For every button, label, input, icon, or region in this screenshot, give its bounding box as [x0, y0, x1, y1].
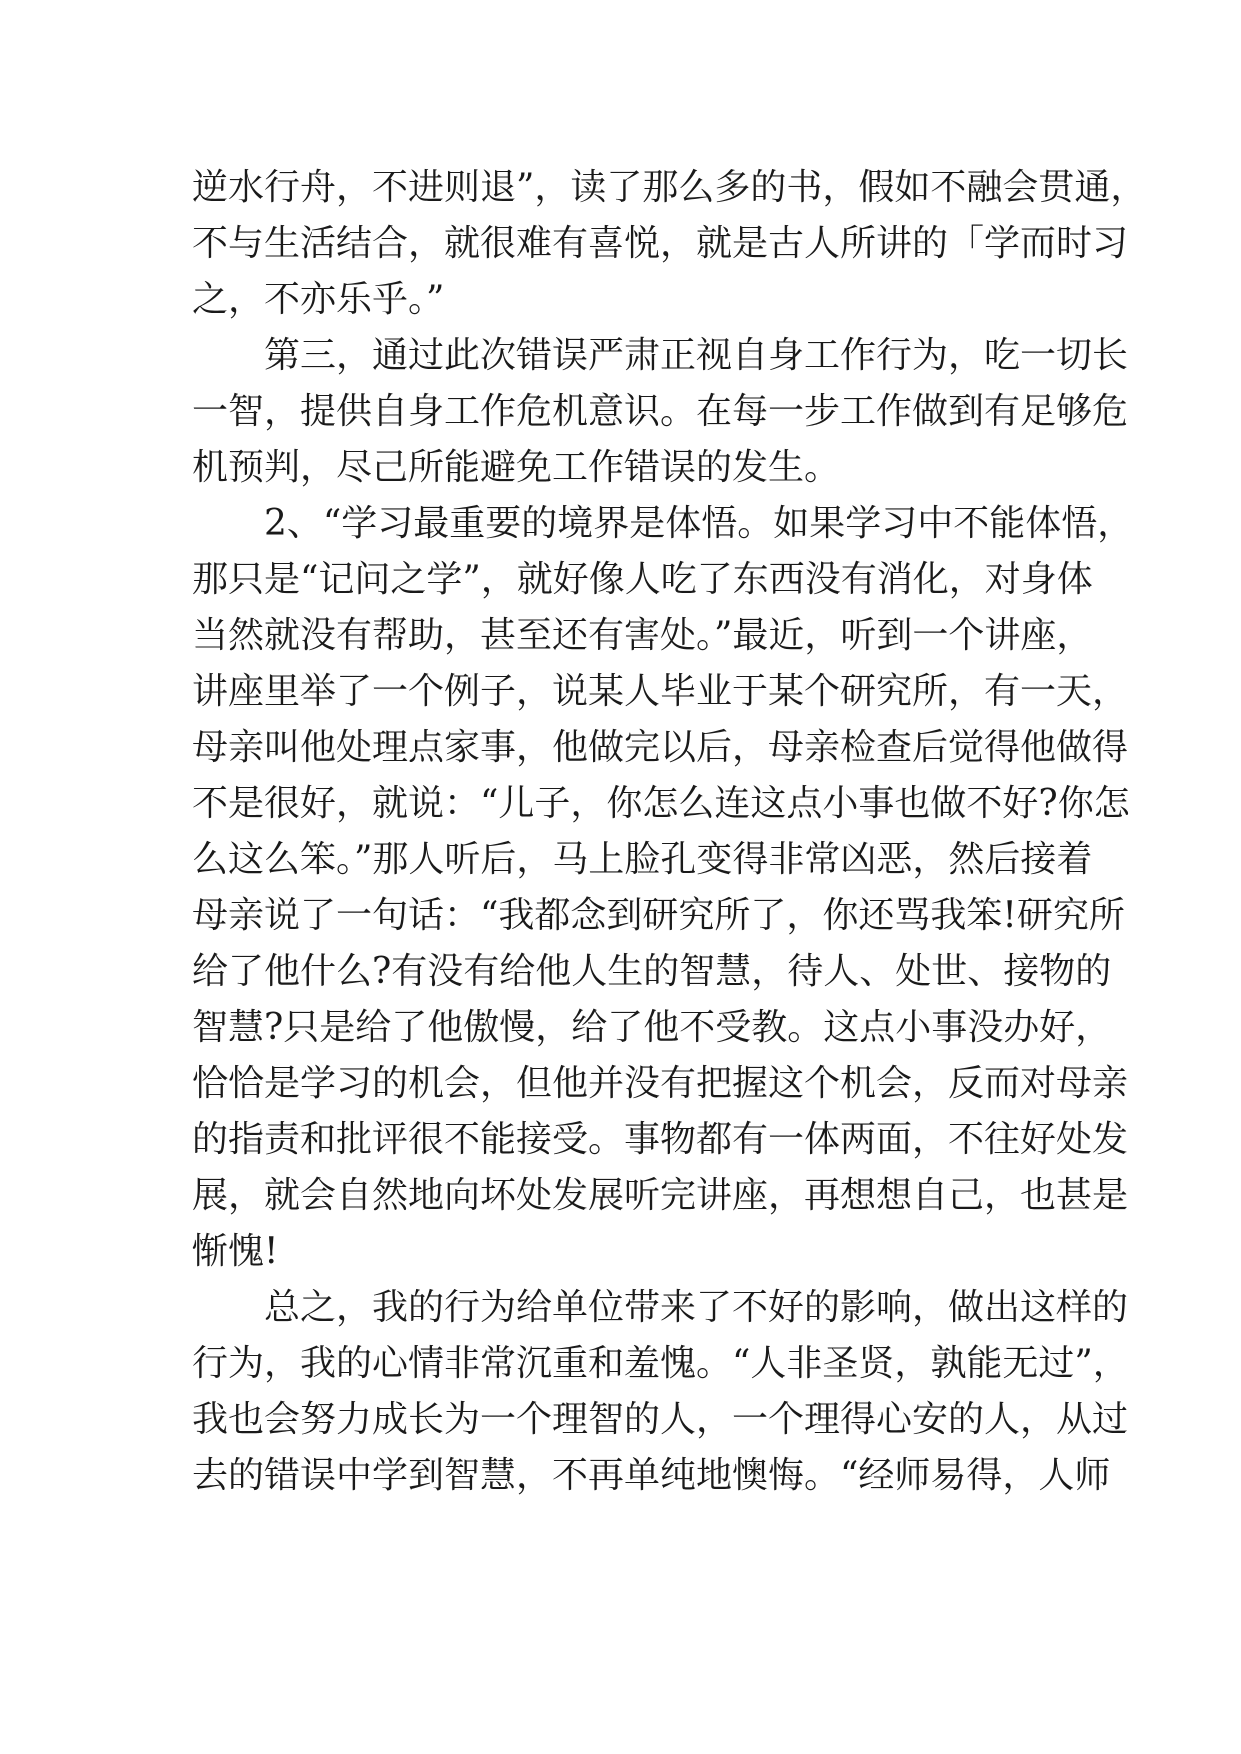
text-line: 不与生活结合，就很难有喜悦，就是古人所讲的「学而时习 — [192, 223, 1129, 264]
text-line: 惭愧! — [192, 1231, 279, 1272]
text-line: 母亲说了一句话：“我都念到研究所了，你还骂我笨!研究所 — [192, 895, 1125, 936]
text-line: 2、“学习最重要的境界是体悟。如果学习中不能体悟， — [264, 503, 1134, 544]
text-line: 我也会努力成长为一个理智的人，一个理得心安的人，从过 — [192, 1399, 1129, 1440]
text-line: 去的错误中学到智慧，不再单纯地懊悔。“经师易得，人师 — [192, 1455, 1111, 1496]
text-line: 第三，通过此次错误严肃正视自身工作行为，吃一切长 — [264, 335, 1129, 376]
text-line: 给了他什么?有没有给他人生的智慧，待人、处世、接物的 — [192, 951, 1112, 992]
text-line: 不是很好，就说：“儿子，你怎么连这点小事也做不好?你怎 — [192, 783, 1130, 824]
text-line: 恰恰是学习的机会，但他并没有把握这个机会，反而对母亲 — [192, 1063, 1129, 1104]
text-line: 的指责和批评很不能接受。事物都有一体两面，不往好处发 — [192, 1119, 1129, 1160]
text-line: 一智，提供自身工作危机意识。在每一步工作做到有足够危 — [192, 391, 1129, 432]
text-line: 么这么笨。”那人听后，马上脸孔变得非常凶恶，然后接着 — [192, 839, 1093, 880]
text-line: 智慧?只是给了他傲慢，给了他不受教。这点小事没办好， — [192, 1007, 1112, 1048]
text-line: 总之，我的行为给单位带来了不好的影响，做出这样的 — [264, 1287, 1129, 1328]
text-line: 行为，我的心情非常沉重和羞愧。“人非圣贤，孰能无过”， — [192, 1343, 1129, 1384]
text-line: 机预判，尽己所能避免工作错误的发生。 — [192, 447, 841, 488]
document-body — [192, 160, 1147, 1504]
text-line: 那只是“记问之学”，就好像人吃了东西没有消化，对身体 — [192, 559, 1093, 600]
text-line: 母亲叫他处理点家事，他做完以后，母亲检查后觉得他做得 — [192, 727, 1129, 768]
text-line: 逆水行舟，不进则退”，读了那么多的书，假如不融会贯通， — [192, 167, 1147, 208]
text-line: 之，不亦乐乎。” — [192, 279, 445, 320]
text-line: 展，就会自然地向坏处发展听完讲座，再想想自己，也甚是 — [192, 1175, 1129, 1216]
text-line: 讲座里举了一个例子，说某人毕业于某个研究所，有一天， — [192, 671, 1129, 712]
text-line: 当然就没有帮助，甚至还有害处。”最近，听到一个讲座， — [192, 615, 1093, 656]
